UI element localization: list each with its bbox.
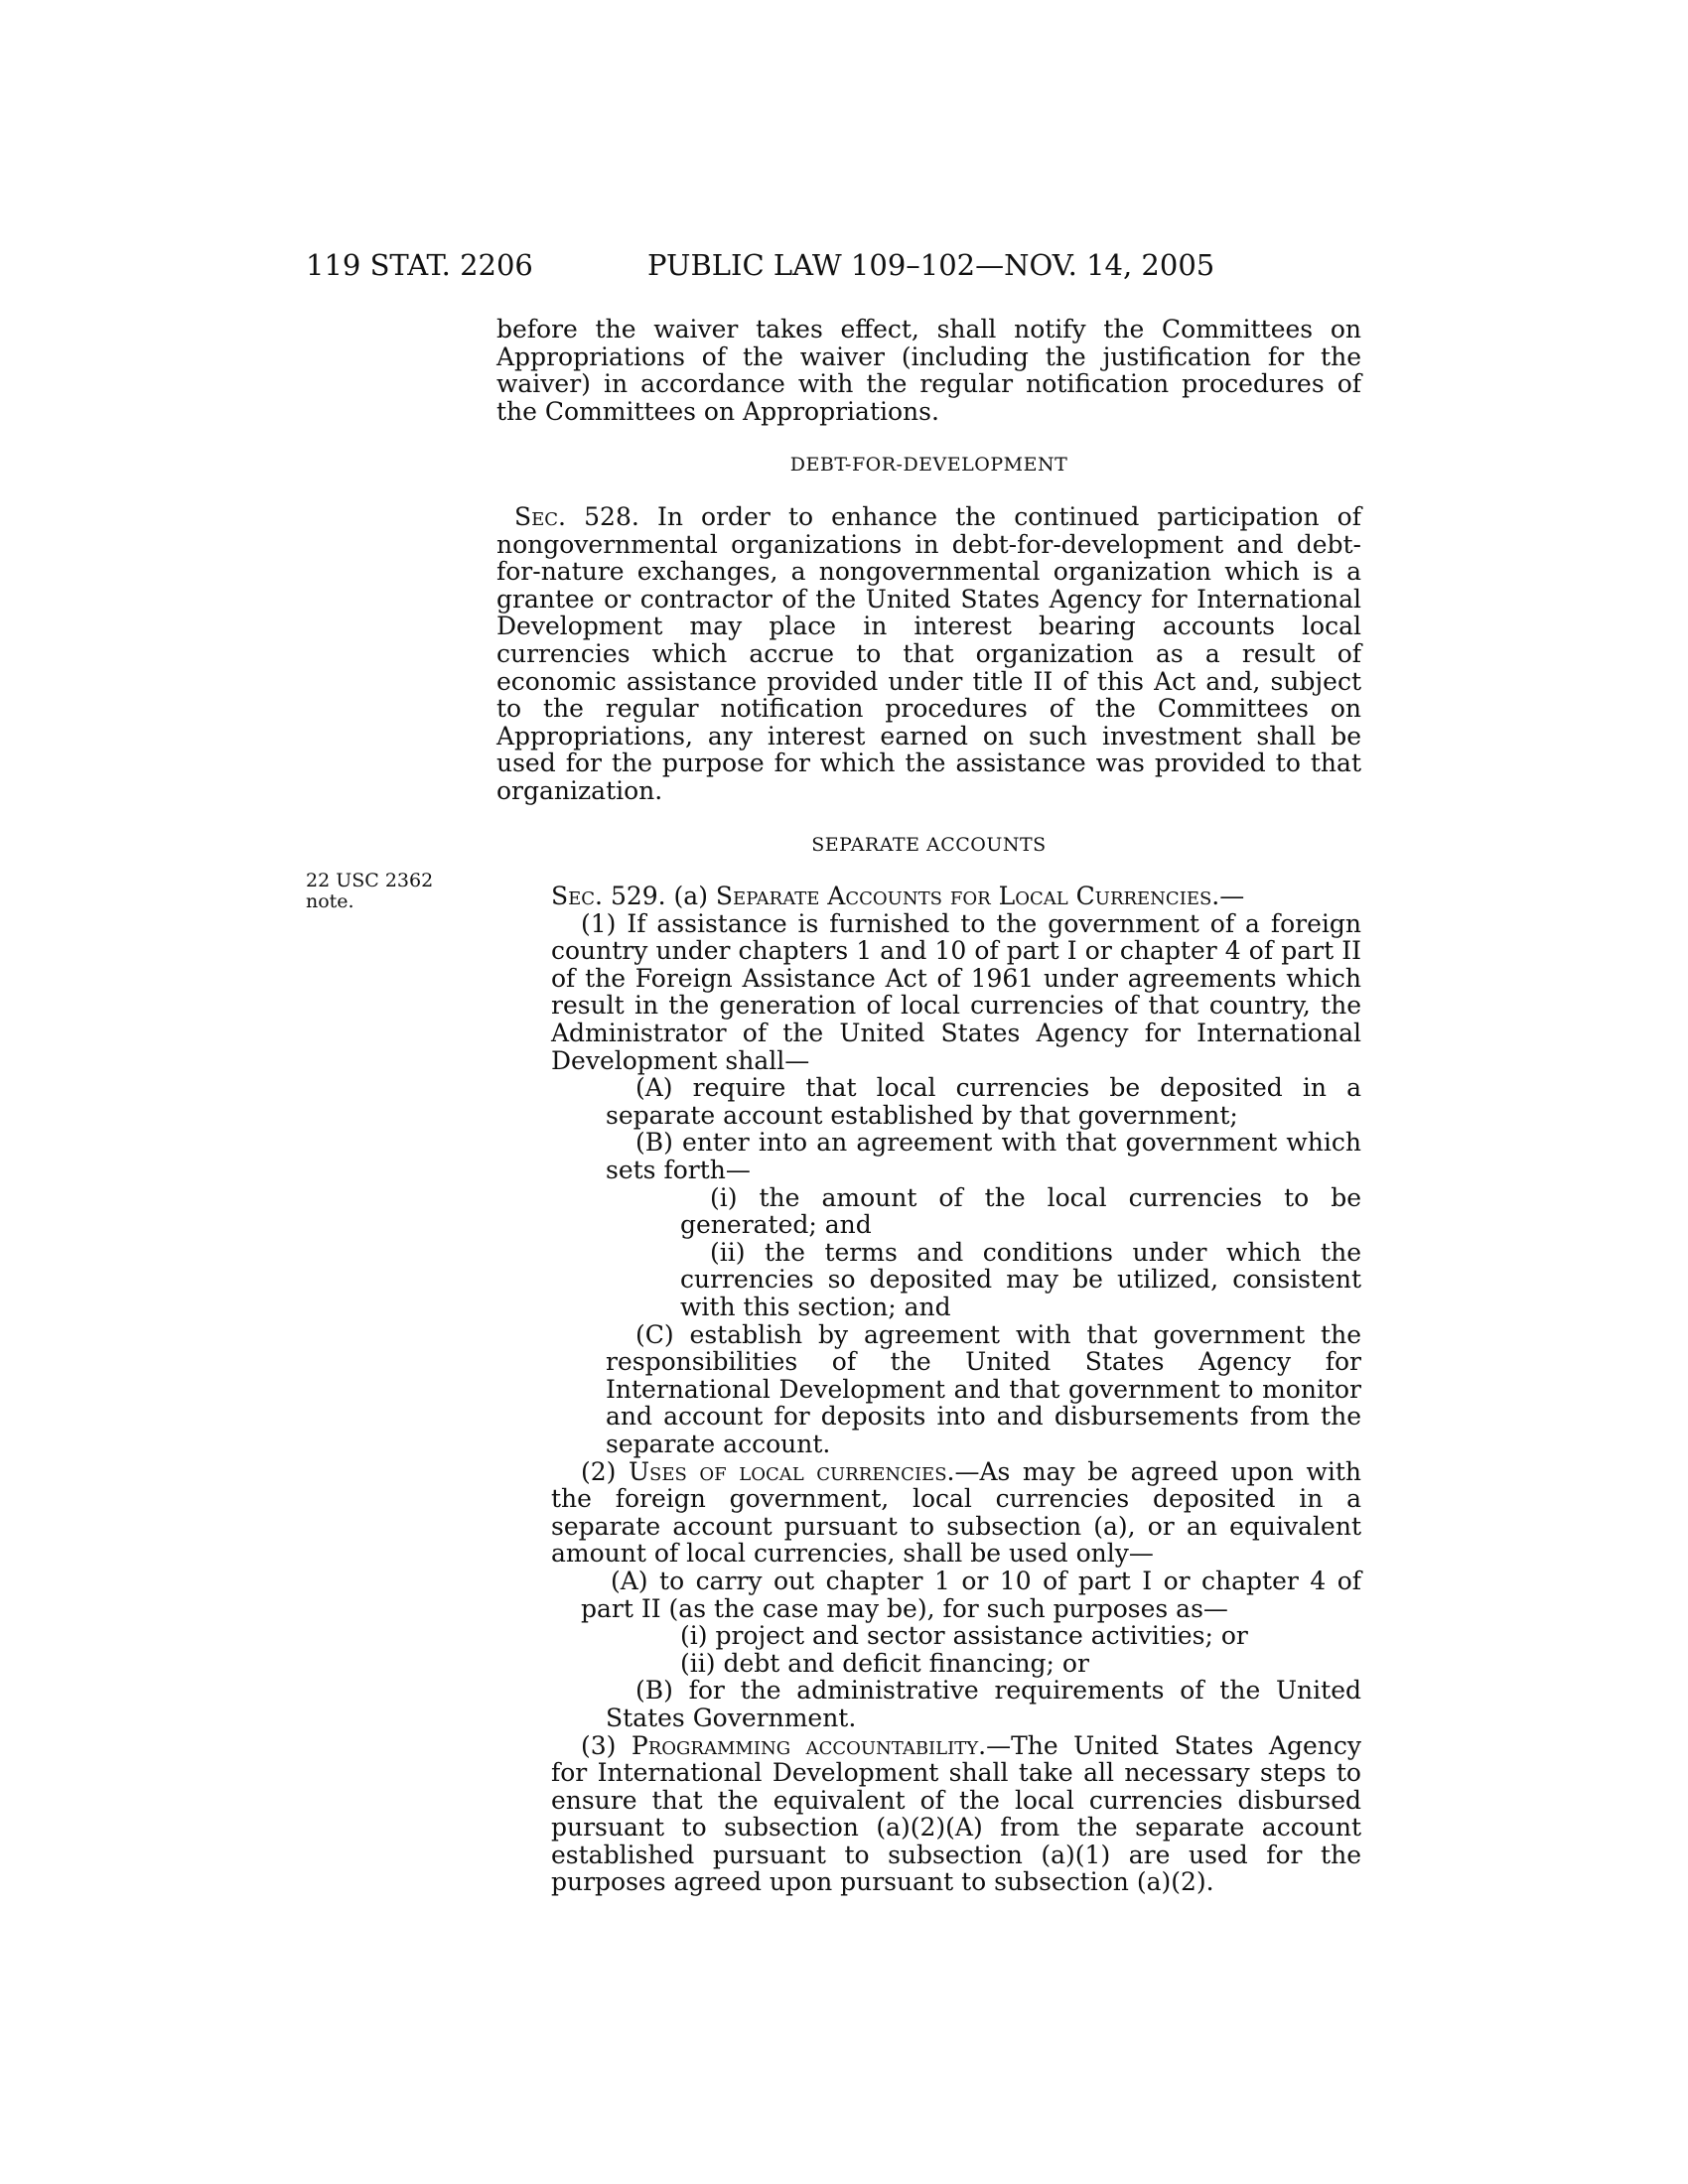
section-label: Sec.: [514, 501, 566, 531]
paragraph-a2: [551, 1458, 1361, 1568]
section-528-text: 528. In order to enhance the continued participation of nongovernmental organizations in debt-for-development and debt-for-nature exchanges, a nongovernmental organization which is a grantee or contractor of the United States Agency for International Development may place in interest bearing accounts local currencies which accrue to that organization as a result of economic assistance provided under title II of this Act and, subject to the regular notification procedures of the Committees on Appropriations, any interest earned on such investment shall be used for the purpose for which the assistance was provided to that organization.: [496, 501, 1361, 805]
paragraph-a1-B-i: (i) the amount of the local currencies to be generated; and: [680, 1182, 1361, 1240]
paragraph-a2-number: (2): [581, 1456, 629, 1486]
law-title: PUBLIC LAW 109–102—NOV. 14, 2005: [647, 248, 1215, 282]
paragraph-a1-C: (C) establish by agreement with that government the responsibilities of the United States Agency for International Development and that government to monitor and account for deposits into and disbursements from the separate account.: [606, 1319, 1361, 1458]
paragraph-a3-number: (3): [581, 1730, 632, 1760]
intro-paragraph: before the waiver takes effect, shall notify the Committees on Appropriations of the waiver (including the justification for the waiver) in accordance with the regular notification procedures of the Committees on Appropriations.: [496, 315, 1361, 426]
paragraph-a1-B-ii: (ii) the terms and conditions under which the currencies so deposited may be utilized, consistent with this section; and: [680, 1237, 1361, 1321]
stat-page-number: 119 STAT. 2206: [306, 248, 533, 282]
section-heading-528: DEBT-FOR-DEVELOPMENT: [789, 454, 1068, 477]
section-heading-529: SEPARATE ACCOUNTS: [811, 833, 1047, 856]
paragraph-a1-B: (B) enter into an agreement with that government which sets forth—: [606, 1128, 1361, 1185]
margin-note-citation: 22 USC 2362: [306, 870, 434, 891]
paragraph-a3-title: Programming accountability.: [631, 1730, 987, 1760]
paragraph-a1-A: (A) require that local currencies be deposited in a separate account established by that government;: [606, 1073, 1361, 1130]
paragraph-a2-B: (B) for the administrative requirements of the United States Government.: [606, 1676, 1361, 1732]
paragraph-a2-A-ii: (ii) debt and deficit financing; or: [680, 1648, 1089, 1678]
paragraph-a1: (1) If assistance is furnished to the government of a foreign country under chapters 1 and 10 of part I or chapter 4 of part II of the Foreign Assistance Act of 1961 under agreements which result in the generation of local currencies of that country, the Administrator of the United States Agency for International Development shall—: [551, 908, 1361, 1075]
subsection-a-title: Separate Accounts for Local Currencies.—: [715, 882, 1245, 911]
paragraph-a3-text: —The United States Agency for International Development shall take all necessary steps to ensure that the equivalent of the local currencies disbursed pursuant to subsection (a)(2)(A) from the separate account established pursuant to subsection (a)(1) are used for the purposes agreed upon pursuant to subsection (a)(2).: [551, 1730, 1362, 1897]
section-529-number: 529. (a): [603, 882, 716, 911]
margin-note: [306, 871, 455, 912]
section-label: Sec.: [551, 882, 603, 911]
paragraph-a2-text: —As may be agreed upon with the foreign government, local currencies deposited in a separate account pursuant to subsection (a), or an equivalent amount of local currencies, shall be used only—: [551, 1456, 1361, 1569]
page-header: [0, 248, 1688, 288]
paragraph-a3: [551, 1732, 1361, 1897]
section-528-paragraph: [496, 503, 1361, 805]
document-body: [496, 316, 1361, 1896]
paragraph-a2-A-i: (i) project and sector assistance activities; or: [680, 1621, 1248, 1651]
margin-note-suffix: note.: [306, 890, 354, 912]
section-529-opening: [551, 883, 1361, 910]
paragraph-a2-title: Uses of local currencies.: [628, 1456, 955, 1486]
paragraph-a2-A: (A) to carry out chapter 1 or 10 of part I or chapter 4 of part II (as the case may be), for such purposes as—: [581, 1566, 1361, 1623]
